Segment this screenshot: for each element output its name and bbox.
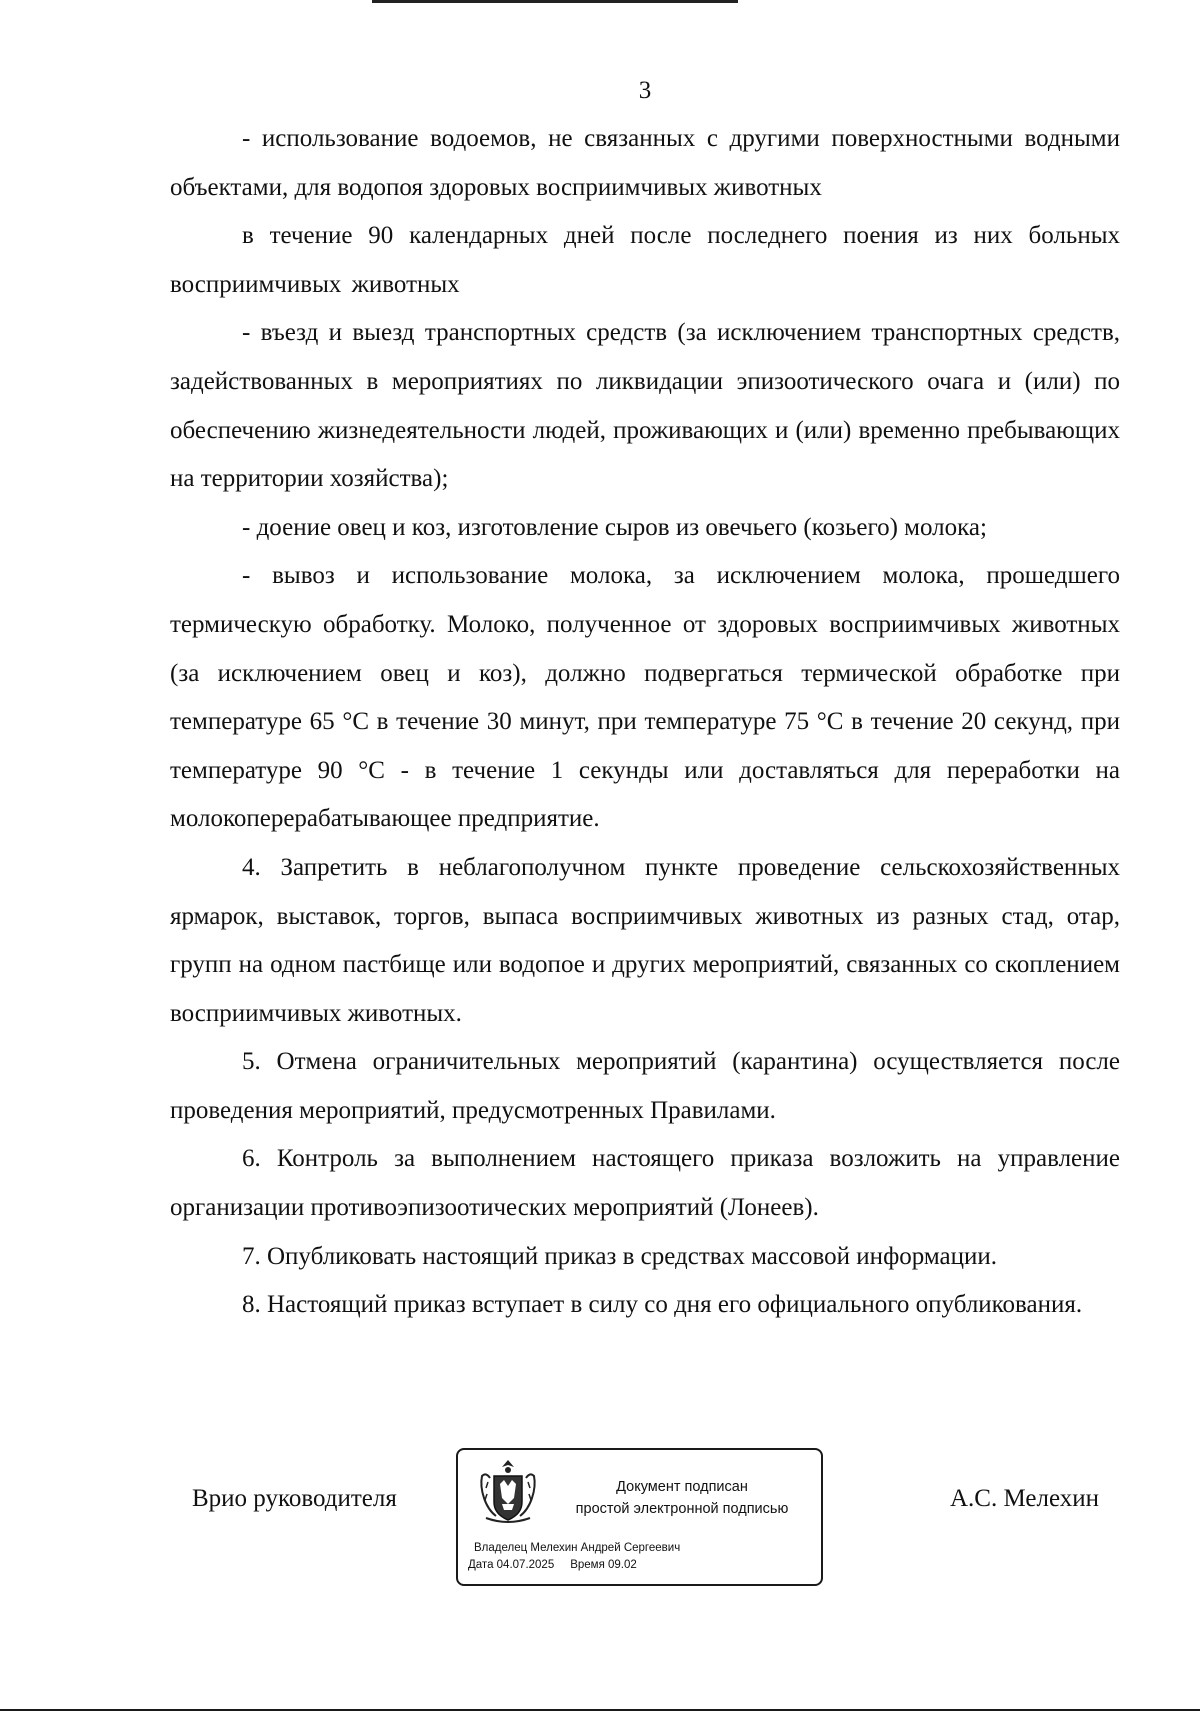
paragraph-milk-export: - вывоз и использование молока, за исключением молока, прошедшего термическую обработку. Молоко, полученное от здоровых восприимчивых животных (за исключением овец и коз), должно подвергаться термической обработке при температуре 65 °С в течение 30 минут, при температуре 75 °С в течение 20 секунд, при температуре 90 °С - в течение 1 секунды или доставляться для переработки на молокоперерабатывающее предприятие. <box>170 562 1120 833</box>
paragraph-item-7: 7. Опубликовать настоящий приказ в средствах массовой информации. <box>242 1242 998 1270</box>
page-number: 3 <box>638 77 652 104</box>
paragraph-item-8: 8. Настоящий приказ вступает в силу со дня его официального опубликования. <box>242 1291 1083 1319</box>
paragraph-waterbodies: - использование водоемов, не связанных с другими поверхностными водными объектами, для водопоя здоровых восприимчивых животных <box>170 125 1120 201</box>
coat-of-arms-emblem-icon <box>478 1458 538 1528</box>
signer-position: Врио руководителя <box>192 1485 397 1512</box>
scan-top-rule <box>372 0 738 3</box>
document-body <box>170 115 1120 1330</box>
stamp-date-time <box>468 1557 680 1574</box>
stamp-time: Время 09.02 <box>570 1559 637 1571</box>
stamp-heading-line-1: Документ подписан <box>616 1479 748 1495</box>
signature-block <box>0 1448 1200 1594</box>
paragraph-item-5: 5. Отмена ограничительных мероприятий (карантина) осуществляется после проведения мероприятий, предусмотренных Правилами. <box>170 1048 1120 1124</box>
paragraph-vehicles: - въезд и выезд транспортных средств (за исключением транспортных средств, задействованных в мероприятиях по ликвидации эпизоотического очага и (или) по обеспечению жизнедеятельности людей, проживающих и (или) временно пребывающих на территории хозяйства); <box>170 319 1120 493</box>
stamp-heading-line-2: простой электронной подписью <box>575 1501 789 1517</box>
stamp-heading <box>542 1476 822 1520</box>
stamp-owner: Владелец Мелехин Андрей Сергеевич <box>474 1542 681 1554</box>
paragraph-90-days: в течение 90 календарных дней после последнего поения из них больных восприимчивых животных <box>170 222 1120 298</box>
stamp-date: Дата 04.07.2025 <box>468 1559 555 1571</box>
signer-name: А.С. Мелехин <box>950 1485 1099 1512</box>
stamp-details <box>468 1540 680 1574</box>
electronic-signature-stamp <box>456 1448 823 1586</box>
paragraph-item-6: 6. Контроль за выполнением настоящего приказа возложить на управление организации противоэпизоотических мероприятий (Лонеев). <box>170 1145 1120 1222</box>
paragraph-milking: - доение овец и коз, изготовление сыров из овечьего (козьего) молока; <box>242 513 987 541</box>
paragraph-item-4: 4. Запретить в неблагополучном пункте проведение сельскохозяйственных ярмарок, выставок, торгов, выпаса восприимчивых животных из разных стад, отар, групп на одном пастбище или водопое и других мероприятий, связанных со скоплением восприимчивых животных. <box>170 853 1120 1027</box>
